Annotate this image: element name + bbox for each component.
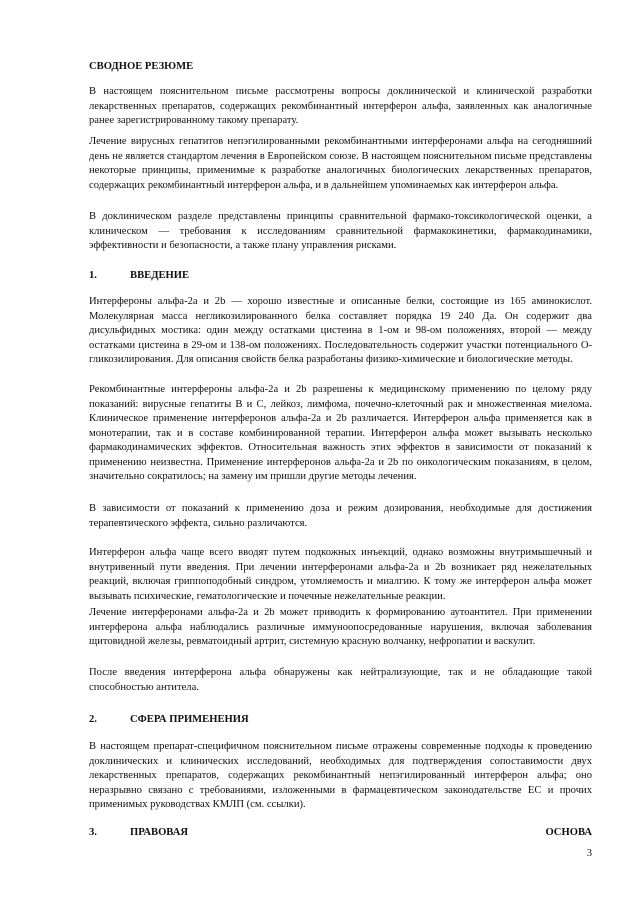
document-page xyxy=(89,0,592,903)
section-1-paragraph-4: Интерферон альфа чаще всего вводят путем подкожных инъекций, однако возможны внутримышечный и внутривенный пути введения. При лечении интерферонами альфа-2a и 2b возникает ряд нежелательных реакций, включая гриппоподобный синдром, утомляемость и миалгию. К тому же интерферон альфа может вызывать психические, гематологические и почечные нежелательные реакции. xyxy=(89,547,592,602)
section-3-title-right: ОСНОВА xyxy=(545,827,592,838)
section-1-title: ВВЕДЕНИЕ xyxy=(130,270,190,281)
section-1-paragraph-5: Лечение интерферонами альфа-2a и 2b может приводить к формированию аутоантител. При применении интерферона альфа наблюдались различные иммуноопосредованные нарушения, включая заболевания щитовидной железы, ревматоидный артрит, системную красную волчанку, нефропатии и васкулит. xyxy=(89,607,592,647)
section-1-paragraph-6: После введения интерферона альфа обнаружены как нейтрализующие, так и не обладающие такой способностью антитела. xyxy=(89,667,592,693)
section-3-number: 3. xyxy=(89,827,97,838)
summary-paragraph-3: В доклиническом разделе представлены принципы сравнительной фармако-токсикологической оценки, а клиническом — требования к исследованиям сравнительной фармакокинетики, фармакодинамики, эффективности и безопасности, а также плану управления рисками. xyxy=(89,211,592,251)
page-number: 3 xyxy=(586,848,592,859)
summary-heading: СВОДНОЕ РЕЗЮМЕ xyxy=(89,61,194,72)
section-1-paragraph-1: Интерфероны альфа-2a и 2b — хорошо известные и описанные белки, состоящие из 165 аминокислот. Молекулярная масса негликозилированного белка составляет порядка 19 240 Да. Он содержит два дисульфидных мостика: один между остатками цистеина в 1-ом и 98-ом положениях, второй — между остатками цистеина в 29-ом и 138-ом положениях. Последовательность содержит участки потенциального О-гликозилирования. Для описания свойств белка разработаны физико-химические и биологические методы. xyxy=(89,296,592,365)
section-2-title: СФЕРА ПРИМЕНЕНИЯ xyxy=(130,714,249,725)
summary-paragraph-2: Лечение вирусных гепатитов непэгилированными рекомбинантными интерферонами альфа на сегодняшний день не является стандартом лечения в Европейском союзе. В настоящем пояснительном письме представлены некоторые принципы, применимые к разработке аналогичных биологических лекарственных препаратов, содержащих рекомбинантный интерферон альфа, и в дальнейшем упоминаемых как интерферон альфа. xyxy=(89,136,592,191)
section-2-paragraph-1: В настоящем препарат-специфичном пояснительном письме отражены современные подходы к проведению доклинических и клинических исследований, необходимых для подтверждения сопоставимости двух лекарственных препаратов, содержащих рекомбинантный непэгилированный интерферон альфа; оно неразрывно связано с требованиями, изложенными в фармацевтическом законодательстве ЕС и прочих применимых руководствах КМЛП (см. ссылки). xyxy=(89,741,592,810)
section-2-number: 2. xyxy=(89,714,97,725)
section-1-number: 1. xyxy=(89,270,97,281)
summary-paragraph-1: В настоящем пояснительном письме рассмотрены вопросы доклинической и клинической разработки лекарственных препаратов, содержащих рекомбинантный интерферон альфа, заявленных как аналогичные ранее зарегистрированному такому препарату. xyxy=(89,86,592,126)
section-1-paragraph-3: В зависимости от показаний к применению доза и режим дозирования, необходимые для достижения терапевтического эффекта, сильно различаются. xyxy=(89,503,592,529)
section-1-paragraph-2: Рекомбинантные интерфероны альфа-2a и 2b разрешены к медицинскому применению по целому ряду показаний: вирусные гепатиты B и C, лейкоз, лимфома, почечно-клеточный рак и множественная миелома. Клиническое применение интерферонов альфа-2a и 2b различается. Интерферон альфа применяется как в монотерапии, так и в составе комбинированной терапии. Интерферон альфа может вызывать несколько фармакодинамических эффектов. Относительная важность этих эффектов в зависимости от показаний к применению неизвестна. Применение интерферонов альфа-2a и 2b по онкологическим показаниям, в целом, значительно сократилось; на замену им пришли другие методы лечения. xyxy=(89,384,592,482)
section-3-title-left: ПРАВОВАЯ xyxy=(130,827,189,838)
